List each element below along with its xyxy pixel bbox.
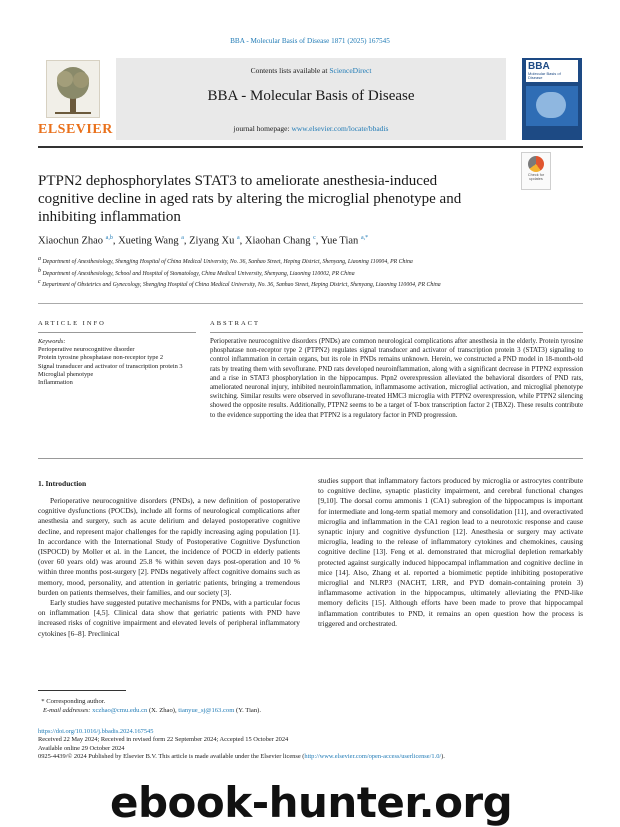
- body-paragraph: studies support that inflammatory factors produced by microglia or astrocytes contribute to cognitive decline, synaptic plasticity impairment, and cerebral functional changes [9,10]. The dorsal cornu ammonis 1 (CA1) subregion of the hippocampus is important for intermediate and long-term spatial memory and consolidation [11], and overactivated microglia and inflammation in the CA1 region lead to a neurotoxic response and cause synaptic injury and cognitive dysfunction [12]. Anesthesia or surgery may activate microglia, leading to the release of inflammatory cytokines and chemokines, causing cognitive decline [13]. Feng et al. demonstrated that microglial depletion remarkably protected against surgically induced hippocampal inflammation and cognitive decline in mice [14]. Also, Zhang et al. reported a biomimetic peptide inhibiting postoperative microglial and NLRP3 (NACHT, LRR, and PYD domain-containing protein 3) inflammasome activation in the hippocampus, ultimately alleviating the PND-like memory deficits [15]. Although efforts have been made to prove that hippocampal inflammation contributes to PND, it remains an open question how the process is triggered and orchestrated.: [318, 476, 583, 628]
- homepage-prefix: journal homepage:: [233, 124, 292, 133]
- journal-cover-image[interactable]: [522, 58, 582, 140]
- journal-info-box: [116, 58, 506, 140]
- copyright-text: 0925-4439/© 2024 Published by Elsevier B.V. This article is made available under the Elsevier license (: [38, 753, 305, 761]
- watermark-text: ebook-hunter.org: [110, 778, 513, 827]
- article-info-rule: [38, 332, 196, 333]
- journal-masthead: [38, 58, 583, 140]
- keywords-block: [38, 338, 188, 387]
- body-column-right: [318, 476, 583, 629]
- copyright-suffix: ).: [441, 753, 445, 761]
- author-name[interactable]: Ziyang Xu: [189, 235, 235, 247]
- publisher-name: ELSEVIER: [38, 122, 113, 137]
- abstract-heading: ABSTRACT: [210, 320, 260, 327]
- keyword-item: Inflammation: [38, 379, 73, 387]
- cover-title: BBA: [528, 61, 550, 72]
- keyword-item: Perioperative neurocognitive disorder: [38, 346, 135, 354]
- journal-homepage-link[interactable]: www.elsevier.com/locate/bbadis: [291, 124, 389, 133]
- license-link[interactable]: http://www.elsevier.com/open-access/userlicense/1.0/: [304, 753, 442, 761]
- check-updates-icon: [528, 156, 544, 172]
- section-rule: [38, 303, 583, 304]
- abstract-rule: [210, 332, 583, 333]
- affiliation-text: Department of Anesthesiology, Shengjing Hospital of China Medical University, No. 36, Sanhao Street, Heping District, Shenyang, Liaoning 110004, PR China: [42, 258, 413, 265]
- article-info-heading: ARTICLE INFO: [38, 320, 106, 327]
- journal-title: BBA - Molecular Basis of Disease: [207, 88, 415, 104]
- affiliation-item: [38, 267, 508, 279]
- author-name[interactable]: Xiaochun Zhao: [38, 235, 104, 247]
- corresponding-author-text: Corresponding author.: [46, 698, 106, 705]
- author-affiliation-mark[interactable]: c: [313, 235, 316, 241]
- elsevier-tree-icon: [46, 60, 100, 118]
- keyword-item: Microglial phenotype: [38, 370, 94, 378]
- affiliation-mark: b: [38, 267, 41, 274]
- affiliation-item: [38, 255, 508, 267]
- corresponding-author-note: * Corresponding author.: [38, 698, 106, 705]
- body-paragraph: Perioperative neurocognitive disorders (PNDs), a new definition of postoperative cognitive dysfunctions (POCDs), include all forms of neurological complications after anesthesia and surgery, such as acute delirium and delayed postoperative cognitive decline, and represent major challenges for the rapidly increasing aging population [1]. In accordance with the International Study of Postoperative Cognitive Dysfunction (ISPOCD) by Moller et al. in the Lancet, the incidence of POCD in elderly patients (over 60 years old) was around 25.8 % within seven days post-operation and 10 % within three months post-surgery [2]. PNDs negatively affect cognitive domains such as memory, mood, personality, and attention in geriatric patients, bringing a tremendous burden on patients themselves, their families, and our society [3].: [38, 496, 300, 597]
- affiliation-text: Department of Anesthesiology, School and Hospital of Stomatology, China Medical University, Shenyang, Liaoning 110002, PR China: [42, 270, 355, 277]
- received-dates: Received 22 May 2024; Received in revised form 22 September 2024; Accepted 15 October 2024: [38, 736, 289, 744]
- email-owner: (X. Zhao),: [148, 707, 177, 715]
- footnote: [38, 697, 358, 716]
- email-link[interactable]: tianyue_sj@163.com: [178, 707, 235, 715]
- sciencedirect-link[interactable]: ScienceDirect: [329, 66, 372, 75]
- author-list: Xiaochun Zhao $^{a,b}$, Xueting Wang $^a$, Ziyang Xu $^a$, Xiaohan Chang $^c$, Yue Tian $^{a,*}$: [38, 235, 369, 247]
- affiliation-mark: c: [38, 279, 41, 286]
- doi-link[interactable]: https://doi.org/10.1016/j.bbadis.2024.167545: [38, 728, 154, 735]
- cover-subtitle: Molecular Basis of Disease: [528, 71, 561, 80]
- homepage-line: [116, 124, 506, 133]
- masthead-rule: [38, 146, 583, 148]
- email-label: E-mail addresses:: [42, 707, 91, 715]
- check-for-updates-button[interactable]: [521, 152, 551, 190]
- contents-line: [116, 66, 506, 75]
- elsevier-logo[interactable]: [38, 60, 113, 138]
- author-name[interactable]: Xueting Wang: [118, 235, 179, 247]
- abstract-text: Perioperative neurocognitive disorders (PNDs) are common neurological complications after anesthesia in the elderly. Protein tyrosine phosphatase non-receptor type 2 (PTPN2) regulates signal transducer and activator of transcription protein 3 (STAT3) signaling to control inflammation in certain organs, but its role in PNDs remains unknown. Herein, we constructed a PND model in 18-month-old rats by treating them with sevoflurane. PND rats developed neuroinflammation, along with a significant decrease in PTPN2 expression and a rise in STAT3 phosphorylation in the hippocampus. Ptpn2 overexpression alleviated the behavioral disorders of PND rats, ameliorated neuronal injury, inhibited neuroinflammation, inflammasome activation, microglial activation, and microglial phenotype switching. Similar results were observed in sevoflurane-treated HMC3 microglia with PTPN2 overexpression, while PTPN2 silencing showed the opposite results. Additionally, PTPN2 seems to be a target of T-box transcription factor 2 (TBX2). These results contribute to the evidence supporting the idea that PTPN2 is a regulatory factor in PND progression.: [210, 338, 583, 419]
- article-history: [38, 728, 598, 762]
- author-affiliation-mark[interactable]: a,b: [105, 235, 113, 241]
- email-link[interactable]: xczhao@cmu.edu.cn: [92, 707, 148, 715]
- check-updates-label: Check for updates: [527, 173, 545, 181]
- keywords-label: Keywords:: [38, 338, 66, 345]
- footnote-rule: [38, 690, 126, 691]
- article-title: PTPN2 dephosphorylates STAT3 to ameliorate anesthesia-induced cognitive decline in aged rats by altering the microglial phenotype and inhibiting inflammation: [38, 173, 462, 225]
- author-affiliation-mark[interactable]: a,*: [360, 235, 369, 241]
- journal-citation-header[interactable]: BBA - Molecular Basis of Disease 1871 (2025) 167545: [230, 37, 390, 45]
- affiliation-item: [38, 278, 508, 290]
- cover-graphic-circle: [536, 92, 566, 118]
- contents-prefix: Contents lists available at: [250, 66, 330, 75]
- keyword-item: Protein tyrosine phosphatase non-receptor type 2: [38, 354, 164, 362]
- email-line: [38, 706, 358, 715]
- author-affiliation-mark[interactable]: a: [181, 235, 184, 241]
- available-online: Available online 29 October 2024: [38, 744, 125, 752]
- author-affiliation-mark[interactable]: a: [236, 235, 240, 241]
- introduction-heading: 1. Introduction: [38, 479, 87, 488]
- affiliations: [38, 255, 508, 290]
- author-name[interactable]: Xiaohan Chang: [244, 235, 311, 247]
- body-column-left: [38, 496, 300, 639]
- affiliation-mark: a: [38, 256, 41, 262]
- body-paragraph: Early studies have suggested putative mechanisms for PNDs, with a particular focus on inflammation [4,5]. Clinical data show that geriatric patients with PND have increased risks of cognitive impairment and elevated levels of peripheral inflammatory cytokines [6–8]. Preclinical: [38, 598, 300, 638]
- email-owner: (Y. Tian).: [236, 707, 261, 715]
- abstract-end-rule: [38, 458, 583, 459]
- affiliation-text: Department of Obstetrics and Gynecology, Shengjing Hospital of China Medical University, No. 36, Sanhao Street, Heping District, Shenyang, Liaoning 110004, PR China: [42, 281, 441, 288]
- copyright-line: [38, 753, 598, 761]
- keyword-item: Signal transducer and activator of transcription protein 3: [38, 362, 183, 370]
- author-name[interactable]: Yue Tian: [320, 235, 359, 247]
